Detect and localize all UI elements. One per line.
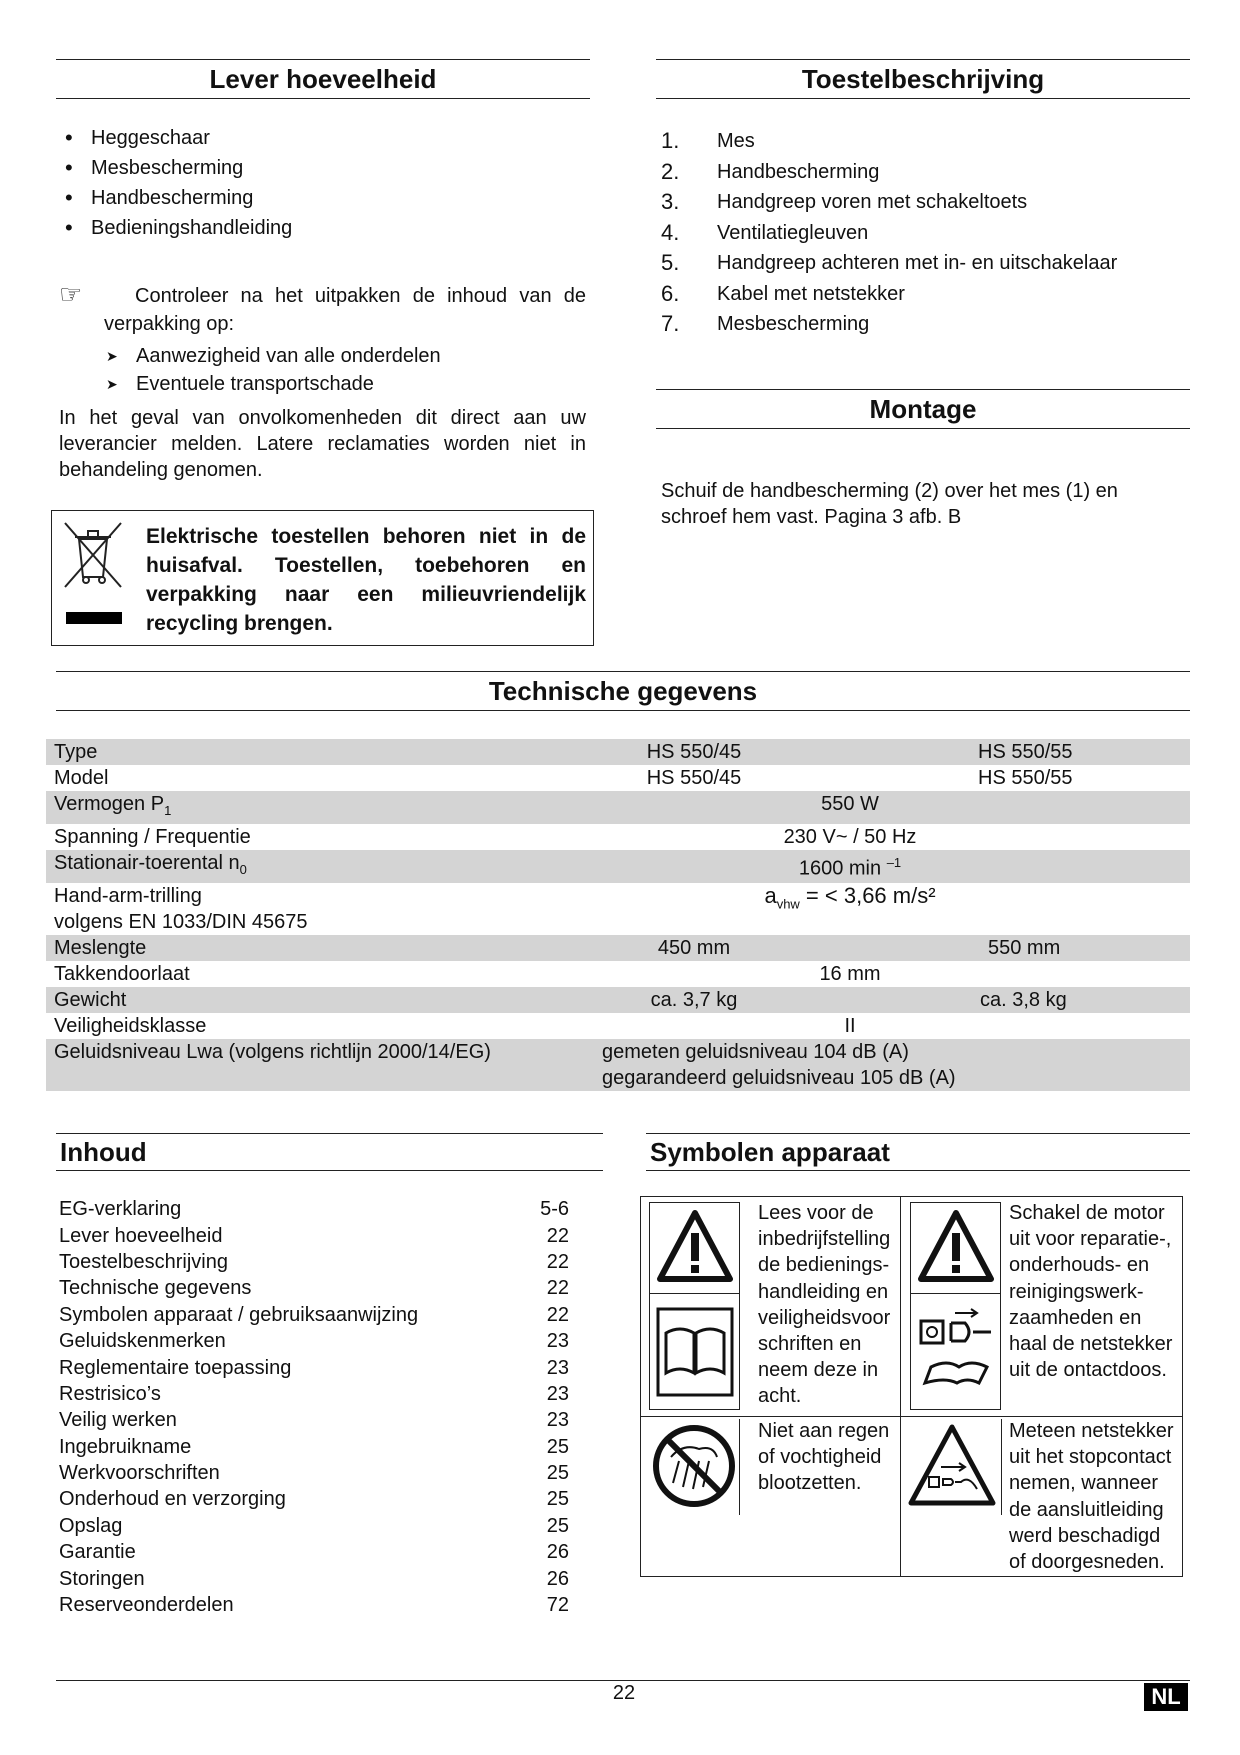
table-row: Spanning / Frequentie 230 V~ / 50 Hz — [54, 826, 917, 848]
table-row: Restrisico’s 23 — [59, 1382, 569, 1405]
table-row: Onderhoud en verzorging 25 — [59, 1488, 569, 1511]
warning-triangle-icon — [917, 1209, 995, 1285]
table-row: Reglementaire toepassing 23 — [59, 1356, 569, 1379]
unplug-icon — [917, 1307, 995, 1397]
table-row: Vermogen $P_1$ 550 W — [46, 791, 1190, 824]
table-row: Takkendoorlaat 16 mm — [54, 963, 881, 985]
list-item: ➤ Aanwezigheid van alle onderdelen — [100, 342, 441, 370]
symbol-cell-rain — [649, 1419, 740, 1515]
grid-hline — [641, 1416, 1182, 1417]
toestel-list — [661, 126, 1181, 340]
warning-triangle-icon — [656, 1209, 734, 1285]
table-row: EG-verklaring 5-6 — [59, 1198, 569, 1221]
lever-title: Lever hoeveelheid — [56, 59, 590, 99]
list-item: 7. Mesbescherming — [661, 311, 870, 336]
check-list — [100, 342, 441, 398]
black-bar — [66, 612, 122, 624]
table-row: Hand-arm-trilling volgens EN 1033/DIN 45675 $a_{vhw}$ = < 3,66 m/s² — [54, 883, 936, 933]
symbol-text-3: Niet aan regen of vochtigheid blootzetten. — [758, 1420, 890, 1495]
list-item: • Bedieningshandleiding — [59, 213, 559, 243]
table-row: Veiligheidsklasse II — [54, 1015, 856, 1037]
table-row: Werkvoorschriften 25 — [59, 1462, 569, 1485]
table-row: Technische gegevens 22 — [59, 1277, 569, 1300]
list-item: 6. Kabel met netstekker — [661, 280, 905, 306]
table-row: Toestelbeschrijving 22 — [59, 1250, 569, 1273]
table-row: Model HS 550/45 HS 550/55 — [54, 767, 1073, 789]
note-intro: Controleer na het uitpakken de inhoud van de — [135, 285, 586, 307]
open-book-icon — [656, 1307, 734, 1397]
list-item: ➤ Eventuele transportschade — [100, 370, 441, 398]
list-item: 2. Handbescherming — [661, 158, 880, 184]
lever-paragraph: In het geval van onvolkomenheden dit direct aan uw leverancier melden. Latere reclamaties worden niet in behandeling genomen. — [59, 407, 586, 481]
table-row: Reserveonderdelen 72 — [59, 1594, 569, 1617]
table-row: Ingebruikname 25 — [59, 1435, 569, 1458]
toestel-title: Toestelbeschrijving — [656, 59, 1190, 99]
arrow-icon: ➤ — [106, 376, 118, 392]
table-row: Type HS 550/45 HS 550/55 — [46, 739, 1190, 765]
symbol-cell-maintenance — [910, 1202, 1001, 1410]
symbol-cell-read-manual — [649, 1202, 740, 1410]
arrow-icon: ➤ — [106, 348, 118, 364]
list-item: 1. Mes — [661, 128, 755, 153]
inhoud-table — [59, 1196, 569, 1618]
symbol-text-4: Meteen netstekker uit het stopcontact nemen, wanneer de aansluitleiding werd beschadigd of doorgesneden. — [1009, 1420, 1174, 1574]
list-item: 3. Handgreep voren met schakeltoets — [661, 189, 1028, 214]
list-item: • Handbescherming — [59, 183, 559, 213]
table-row: Geluidsniveau Lwa (volgens richtlijn 2000/14/EG) gemeten geluidsniveau 104 dB (A) gegarandeerd geluidsniveau 105 dB (A) — [46, 1039, 1190, 1091]
recycling-box — [51, 510, 594, 646]
table-row: Symbolen apparaat / gebruiksaanwijzing 22 — [59, 1303, 569, 1326]
table-row: Meslengte 450 mm 550 mm — [46, 935, 1190, 961]
cell-divider — [650, 1293, 739, 1294]
pointing-hand-icon: ☞ — [59, 279, 83, 309]
inhoud-title: Inhoud — [56, 1133, 603, 1171]
language-badge: NL — [1144, 1683, 1188, 1711]
table-row: Geluidskenmerken 23 — [59, 1330, 569, 1353]
no-rain-icon — [651, 1423, 737, 1509]
table-row: Storingen 26 — [59, 1567, 569, 1590]
table-row: Veilig werken 23 — [59, 1409, 569, 1432]
note-cont: verpakking op: — [104, 313, 235, 335]
symbol-text-2: Schakel de motor uit voor reparatie-, onderhouds- en reinigingswerk- zaamheden en haal de netstekker uit de ontactdoos. — [1009, 1202, 1173, 1382]
crossed-bin-icon — [59, 519, 127, 591]
damaged-cable-warning-icon — [907, 1423, 997, 1511]
montage-text: Schuif de handbescherming (2) over het mes (1) en schroef hem vast. Pagina 3 afb. B — [661, 480, 1118, 528]
table-row: Lever hoeveelheid 22 — [59, 1224, 569, 1247]
cell-divider — [911, 1293, 1000, 1294]
symbol-cell-damaged-cable — [901, 1419, 1002, 1515]
table-row: Opslag 25 — [59, 1514, 569, 1537]
symbol-text-1: Lees voor de inbedrijfstelling de bedienings- handleiding en veiligheidsvoor schriften en neem deze in acht. — [758, 1202, 891, 1408]
lever-list — [59, 123, 559, 243]
table-row: Stationair-toerental $n_0$ 1600 min $^{-1}$ — [46, 850, 1190, 883]
list-item: • Mesbescherming — [59, 153, 559, 183]
grid-vline — [900, 1197, 901, 1576]
tech-table — [46, 739, 1190, 1091]
page-number: 22 — [612, 1682, 636, 1704]
list-item: 5. Handgreep achteren met in- en uitschakelaar — [661, 250, 1118, 275]
symbolen-title: Symbolen apparaat — [646, 1133, 1190, 1171]
symbol-grid — [640, 1196, 1183, 1577]
tech-title: Technische gegevens — [56, 671, 1190, 711]
list-item: 4. Ventilatiegleuven — [661, 219, 869, 245]
recycling-text: Elektrische toestellen behoren niet in de huisafval. Toestellen, toebehoren en verpakking naar een milieuvriendelijk recycling brengen. — [146, 525, 586, 635]
montage-title: Montage — [656, 389, 1190, 429]
table-row: Garantie 26 — [59, 1541, 569, 1564]
list-item: • Heggeschaar — [59, 123, 559, 153]
table-row: Gewicht ca. 3,7 kg ca. 3,8 kg — [46, 987, 1190, 1013]
